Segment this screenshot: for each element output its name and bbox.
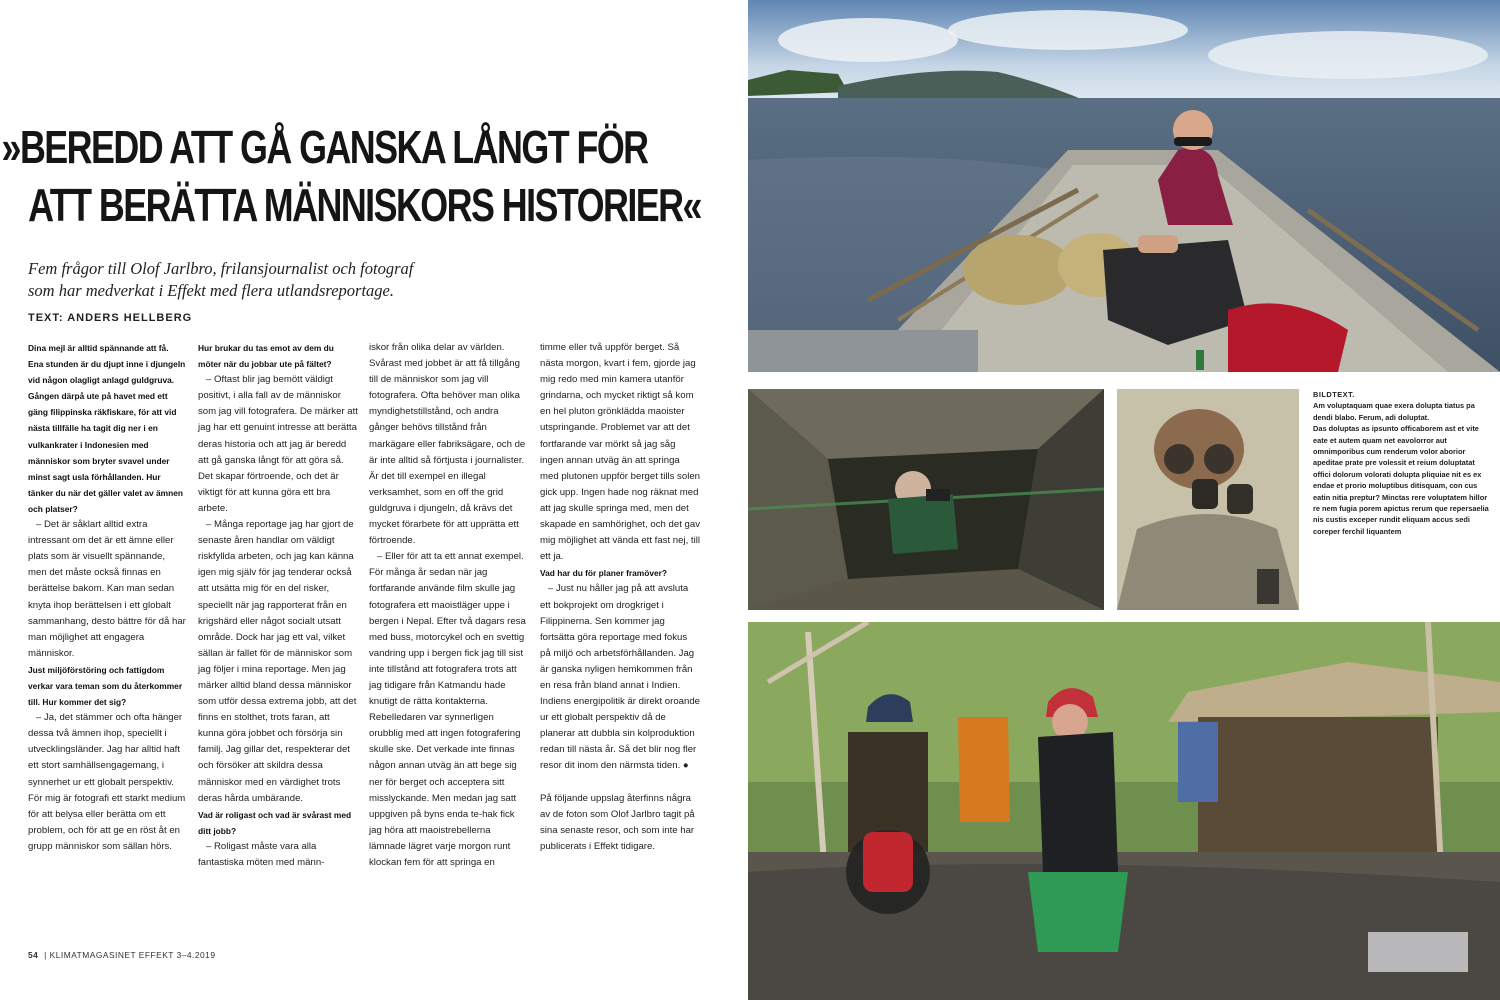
text-column-4 <box>540 340 700 855</box>
headline-line-2: ATT BERÄTTA MÄNNISKORS HISTORIER« <box>28 179 701 231</box>
answer-paragraph: – Ja, det stämmer och ofta hänger dessa två ämnen ihop, speciellt i utvecklingsländer. Jag har alltid haft ett stort samhällsengagemang, i synnerhet ur ett globalt perspektiv. För mig är fotografi ett starkt medium för att belysa eller berätta om ett problem, och för att ge en röst åt en grupp människor som sällan hörs. <box>28 712 186 852</box>
caption-lead: Am voluptaquam quae exera dolupta tiatus pa dendi blabo. Ferum, adi doluptat. <box>1313 401 1475 422</box>
answer-paragraph: – Det är såklart alltid extra intressant om det är ett ämne eller plats som är visuellt spännande, men det måste också finnas en berättelse bakom. Kan man sedan knyta ihop berättelsen i ett globalt sammanhang, desto bättre för då har man möjlighet att engagera människor. <box>28 519 186 659</box>
headline-line-1: »BEREDD ATT GÅ GANSKA LÅNGT FÖR <box>1 121 648 173</box>
answer-paragraph: – Oftast blir jag bemött väldigt positivt, i alla fall av de människor som jag vill fotografera. De märker att jag har ett genuint intresse att berätta deras historia och att jag är beredd att gå ganska långt för att göra så. Det skapar förtroende, och det är viktigt för att kunna göra ett bra arbete. <box>198 374 358 514</box>
answer-paragraph: – Många reportage jag har gjort de senaste åren handlar om väldigt riskfyllda arbeten, och jag kan känna igen mig själv för jag tenderar också att utsätta mig för en del risker, speciellt när jag rapporterat från en krigshärd eller något socialt utsatt område. Dock har jag ett val, vilket sällan är fallet för de människor som jag följer i mina reportage. Men jag märker alltid bland dessa människor som utför dessa extrema jobb, att det finns en stolthet, trots faran, att kunna göra jobbet och försörja sin familj. Jag gillar det, respekterar det och försöker att skildra dessa människor med en värdighet trots deras hårda umbärande. <box>198 519 357 804</box>
closing-note: På följande uppslag återfinns några av de foton som Olof Jarlbro tagit på sina senaste resor, och som inte har publicerats i Effekt tidigare. <box>540 792 695 852</box>
gas-mask-photo <box>1117 389 1299 610</box>
lead-line-1: Fem frågor till Olof Jarlbro, frilansjournalist och fotograf <box>28 259 414 278</box>
lead-paragraph <box>28 258 498 302</box>
question-paragraph: Vad har du för planer framöver? <box>540 568 668 579</box>
answer-paragraph: – Just nu håller jag på att avsluta ett bokprojekt om drogkriget i Filippinerna. Sen kommer jag fortsätta göra reportage med fokus på miljö och arbetsförhållanden. Jag är ganska nyligen hemkommen från en resa från bland annat i Indien. Indiens energipolitik är direkt oroande ur ett globalt perspektiv då de planerar att dubbla sin kolproduktion redan till nästa år. Så det blir nog fler resor dit inom den närmsta tiden. ● <box>540 583 700 772</box>
caption-label: BILDTEXT. <box>1313 390 1355 399</box>
folio-magazine: | KLIMATMAGASINET EFFEKT 3–4.2019 <box>44 950 216 960</box>
answer-paragraph: iskor från olika delar av världen. Svårast med jobbet är att få tillgång till de människor som jag vill fotografera. Ofta behöver man olika myndighetstillstånd, och andra gånger behövs tillstånd från markägare eller fabriksägare, och de är inte alltid så förtjusta i journalister. Är det till exempel en illegal verksamhet, som en off the grid guldgruva i djungeln, då krävs det mycket förarbete för att upprätta ett förtroende. <box>369 342 526 547</box>
question-paragraph: Vad är roligast och vad är svårast med ditt jobb? <box>198 809 352 836</box>
boat-photo-illustration <box>748 0 1500 372</box>
text-column-3 <box>369 340 529 871</box>
man-on-boat-photo <box>748 0 1500 372</box>
folio <box>28 950 216 960</box>
question-paragraph: Just miljöförstöring och fattigdom verkar vara teman som du återkommer till. Hur kommer det sig? <box>28 664 183 708</box>
headline <box>0 118 701 234</box>
mask-photo-illustration <box>1117 389 1299 610</box>
page-number: 54 <box>28 950 39 960</box>
answer-paragraph: – Eller för att ta ett annat exempel. För många år sedan när jag fortfarande använde film skulle jag fotografera ett maoistläger uppe i bergen i Nepal. Efter två dagars resa med buss, motorcykel och en svettig vandring upp i bergen fick jag till sist inte tillstånd att fotografera trots att jag tidigare från Katmandu hade knutigt de rätta kontakterna. Rebelledaren var synnerligen orubblig med att ingen fotografering skulle ske. Det verkade inte finnas någon annan utväg än att bege sig ner för berget och acceptera sitt misslyckande. Men medan jag satt uppgiven på byns enda te-hak fick jag höra att maoistrebellerna lämnade lägret varje morgon runt klockan fem för att springa en <box>369 551 526 868</box>
byline: TEXT: ANDERS HELLBERG <box>28 312 193 324</box>
caption-body: Das doluptas as ipsunto officaborem ast et vite eate et autem quam net eavolorror aut omnimporibus cum renderum volor aborior apeditae prate pre volessit et reium doluptatat offici dolorum volorati dolupta pliquiae nit es ex endae et prorio moluptibus ditisquam, con cus eatin nitia preptur? Minctas rere voluptatem hillor re nem fugia porem apictus rerum que repersaelia nis custis exceper rundit eliquam accus sedi coreper ferchil liquantem <box>1313 424 1489 536</box>
answer-paragraph: timme eller två uppför berget. Så nästa morgon, kvart i fem, gjorde jag mig redo med min kamera utanför grindarna, och mycket riktigt så kom en hel pluton grönklädda maoister utspringande. Problemet var att det fortfarande var mörkt så jag såg ingen annan utväg än att springa med plutonen uppför berget tills solen gick upp. Ingen hade nog räknat med att jag skulle springa med, men det skapade en samhörighet, och det gav mig möjlighet att vända ett fast nej, till ett ja. <box>540 342 701 563</box>
text-column-1 <box>28 340 186 855</box>
photo-caption <box>1313 389 1493 537</box>
mine-shaft-photo <box>748 389 1104 610</box>
mining-camp-photo <box>748 622 1500 1000</box>
text-column-2 <box>198 340 358 871</box>
question-paragraph: Hur brukar du tas emot av dem du möter när du jobbar ute på fältet? <box>198 343 334 370</box>
camp-photo-illustration <box>748 622 1500 1000</box>
mine-photo-illustration <box>748 389 1104 610</box>
answer-paragraph: – Roligast måste vara alla fantastiska möten med männ- <box>198 840 325 868</box>
question-paragraph: Dina mejl är alltid spännande att få. Ena stunden är du djupt inne i djungeln vid någon olagligt anlagd guldgruva. Gången därpå ute på havet med ett gäng filippinska räkfiskare, för att vid nästa tillfälle ha tagit dig ner i en vulkankrater i Indonesien med människor som bryter svavel under minst sagt usla förhållanden. Hur tänker du när det gäller valet av ämnen och platser? <box>28 343 186 514</box>
lead-line-2: som har medverkat i Effekt med flera utlandsreportage. <box>28 281 394 300</box>
